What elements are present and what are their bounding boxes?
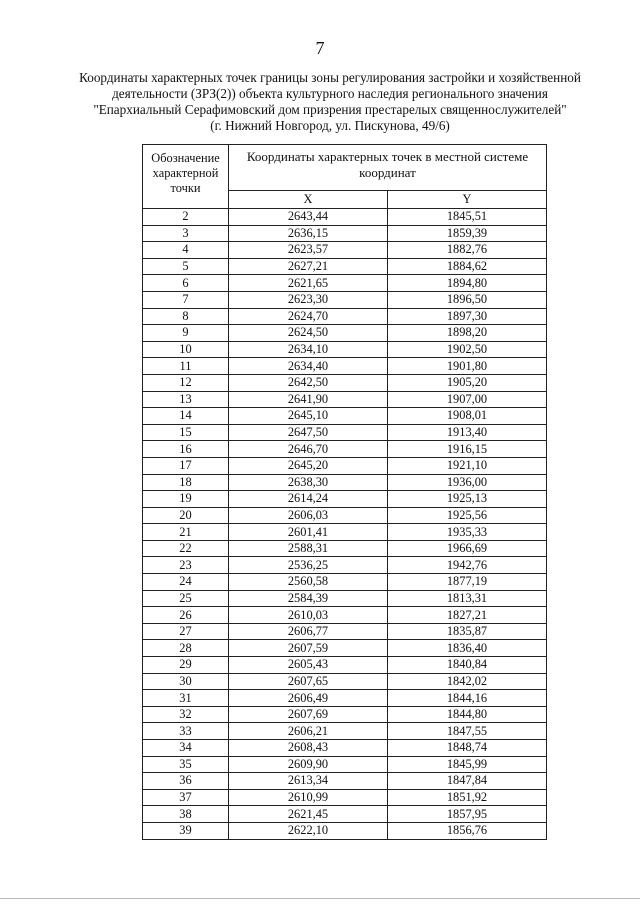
cell-x: 2614,24 [229, 491, 388, 508]
cell-y: 1857,95 [388, 806, 547, 823]
cell-y: 1907,00 [388, 391, 547, 408]
cell-y: 1908,01 [388, 408, 547, 425]
cell-x: 2621,45 [229, 806, 388, 823]
cell-x: 2641,90 [229, 391, 388, 408]
title-line: (г. Нижний Новгород, ул. Пискунова, 49/6) [210, 118, 450, 133]
table-row [143, 540, 547, 557]
cell-y: 1913,40 [388, 424, 547, 441]
table-row [143, 723, 547, 740]
cell-point: 35 [143, 756, 229, 773]
cell-point: 4 [143, 242, 229, 259]
cell-point: 36 [143, 773, 229, 790]
cell-x: 2607,69 [229, 706, 388, 723]
cell-y: 1936,00 [388, 474, 547, 491]
cell-point: 16 [143, 441, 229, 458]
table-row [143, 756, 547, 773]
table-row [143, 291, 547, 308]
table-row [143, 557, 547, 574]
cell-point: 33 [143, 723, 229, 740]
cell-point: 34 [143, 740, 229, 757]
header-y: Y [388, 191, 547, 209]
table-row [143, 789, 547, 806]
table-row [143, 424, 547, 441]
cell-y: 1859,39 [388, 225, 547, 242]
table-header [143, 145, 547, 209]
cell-y: 1925,56 [388, 507, 547, 524]
table-row [143, 706, 547, 723]
table-row [143, 358, 547, 375]
table-row [143, 822, 547, 839]
cell-point: 30 [143, 673, 229, 690]
cell-x: 2606,77 [229, 623, 388, 640]
cell-x: 2610,99 [229, 789, 388, 806]
cell-point: 22 [143, 540, 229, 557]
cell-x: 2588,31 [229, 540, 388, 557]
page-number: 7 [315, 38, 325, 58]
header-point-designation: Обозначение характерной точки [143, 145, 229, 209]
table-body [143, 209, 547, 840]
cell-y: 1842,02 [388, 673, 547, 690]
cell-x: 2627,21 [229, 258, 388, 275]
cell-y: 1921,10 [388, 457, 547, 474]
cell-point: 37 [143, 789, 229, 806]
cell-y: 1844,80 [388, 706, 547, 723]
cell-y: 1916,15 [388, 441, 547, 458]
cell-y: 1848,74 [388, 740, 547, 757]
cell-y: 1844,16 [388, 690, 547, 707]
table-row [143, 341, 547, 358]
table-row [143, 457, 547, 474]
table-row [143, 574, 547, 591]
table-row [143, 524, 547, 541]
table-row [143, 806, 547, 823]
cell-y: 1898,20 [388, 325, 547, 342]
cell-y: 1896,50 [388, 291, 547, 308]
cell-x: 2634,10 [229, 341, 388, 358]
document-title [60, 70, 600, 134]
page-edge-line [0, 898, 640, 899]
cell-point: 27 [143, 623, 229, 640]
cell-x: 2608,43 [229, 740, 388, 757]
header-coordinates: Координаты характерных точек в местной системе координат [229, 145, 547, 191]
cell-y: 1847,55 [388, 723, 547, 740]
cell-y: 1925,13 [388, 491, 547, 508]
cell-y: 1813,31 [388, 590, 547, 607]
table-row [143, 623, 547, 640]
cell-x: 2623,30 [229, 291, 388, 308]
cell-point: 21 [143, 524, 229, 541]
cell-y: 1845,51 [388, 209, 547, 226]
cell-x: 2624,70 [229, 308, 388, 325]
cell-point: 18 [143, 474, 229, 491]
cell-point: 10 [143, 341, 229, 358]
cell-x: 2601,41 [229, 524, 388, 541]
cell-point: 14 [143, 408, 229, 425]
cell-point: 8 [143, 308, 229, 325]
cell-x: 2645,10 [229, 408, 388, 425]
cell-point: 32 [143, 706, 229, 723]
table-row [143, 275, 547, 292]
table-row [143, 374, 547, 391]
cell-x: 2647,50 [229, 424, 388, 441]
cell-x: 2607,65 [229, 673, 388, 690]
cell-point: 26 [143, 607, 229, 624]
table-row [143, 441, 547, 458]
table-row [143, 474, 547, 491]
table-row [143, 640, 547, 657]
title-line: "Епархиальный Серафимовский дом призрения престарелых священнослужителей" [93, 102, 567, 117]
cell-point: 28 [143, 640, 229, 657]
cell-y: 1882,76 [388, 242, 547, 259]
table-row [143, 325, 547, 342]
table-row [143, 258, 547, 275]
table-row [143, 242, 547, 259]
cell-point: 2 [143, 209, 229, 226]
coordinates-table [142, 144, 547, 840]
cell-x: 2621,65 [229, 275, 388, 292]
cell-y: 1851,92 [388, 789, 547, 806]
cell-y: 1905,20 [388, 374, 547, 391]
cell-y: 1897,30 [388, 308, 547, 325]
cell-point: 39 [143, 822, 229, 839]
table-row [143, 507, 547, 524]
table-row [143, 408, 547, 425]
table-row [143, 225, 547, 242]
cell-x: 2606,21 [229, 723, 388, 740]
cell-x: 2607,59 [229, 640, 388, 657]
cell-point: 29 [143, 657, 229, 674]
cell-point: 31 [143, 690, 229, 707]
table-row [143, 209, 547, 226]
cell-point: 15 [143, 424, 229, 441]
cell-y: 1966,69 [388, 540, 547, 557]
cell-y: 1845,99 [388, 756, 547, 773]
cell-y: 1827,21 [388, 607, 547, 624]
cell-x: 2645,20 [229, 457, 388, 474]
cell-x: 2623,57 [229, 242, 388, 259]
cell-x: 2606,49 [229, 690, 388, 707]
cell-point: 13 [143, 391, 229, 408]
cell-x: 2609,90 [229, 756, 388, 773]
cell-x: 2646,70 [229, 441, 388, 458]
cell-point: 12 [143, 374, 229, 391]
cell-x: 2584,39 [229, 590, 388, 607]
cell-x: 2560,58 [229, 574, 388, 591]
cell-y: 1877,19 [388, 574, 547, 591]
cell-y: 1856,76 [388, 822, 547, 839]
cell-point: 38 [143, 806, 229, 823]
cell-y: 1840,84 [388, 657, 547, 674]
table-row [143, 391, 547, 408]
cell-point: 5 [143, 258, 229, 275]
cell-y: 1835,87 [388, 623, 547, 640]
cell-x: 2638,30 [229, 474, 388, 491]
cell-x: 2636,15 [229, 225, 388, 242]
cell-y: 1935,33 [388, 524, 547, 541]
cell-point: 6 [143, 275, 229, 292]
cell-y: 1847,84 [388, 773, 547, 790]
table-row [143, 740, 547, 757]
cell-y: 1901,80 [388, 358, 547, 375]
cell-x: 2605,43 [229, 657, 388, 674]
cell-point: 9 [143, 325, 229, 342]
cell-x: 2624,50 [229, 325, 388, 342]
table-row [143, 590, 547, 607]
title-line: Координаты характерных точек границы зоны регулирования застройки и хозяйственной [79, 70, 581, 85]
cell-x: 2536,25 [229, 557, 388, 574]
cell-x: 2622,10 [229, 822, 388, 839]
cell-point: 23 [143, 557, 229, 574]
cell-point: 24 [143, 574, 229, 591]
cell-y: 1902,50 [388, 341, 547, 358]
cell-x: 2642,50 [229, 374, 388, 391]
table-row [143, 491, 547, 508]
cell-point: 17 [143, 457, 229, 474]
cell-point: 3 [143, 225, 229, 242]
cell-point: 11 [143, 358, 229, 375]
header-x: X [229, 191, 388, 209]
cell-y: 1942,76 [388, 557, 547, 574]
table-row [143, 657, 547, 674]
cell-y: 1884,62 [388, 258, 547, 275]
title-line: деятельности (ЗРЗ(2)) объекта культурного наследия регионального значения [112, 86, 548, 101]
cell-x: 2634,40 [229, 358, 388, 375]
cell-point: 20 [143, 507, 229, 524]
cell-y: 1836,40 [388, 640, 547, 657]
cell-point: 19 [143, 491, 229, 508]
cell-x: 2606,03 [229, 507, 388, 524]
cell-x: 2613,34 [229, 773, 388, 790]
cell-y: 1894,80 [388, 275, 547, 292]
cell-point: 7 [143, 291, 229, 308]
table-row [143, 673, 547, 690]
cell-point: 25 [143, 590, 229, 607]
cell-x: 2643,44 [229, 209, 388, 226]
table-row [143, 607, 547, 624]
table-row [143, 308, 547, 325]
table-row [143, 773, 547, 790]
table-row [143, 690, 547, 707]
cell-x: 2610,03 [229, 607, 388, 624]
